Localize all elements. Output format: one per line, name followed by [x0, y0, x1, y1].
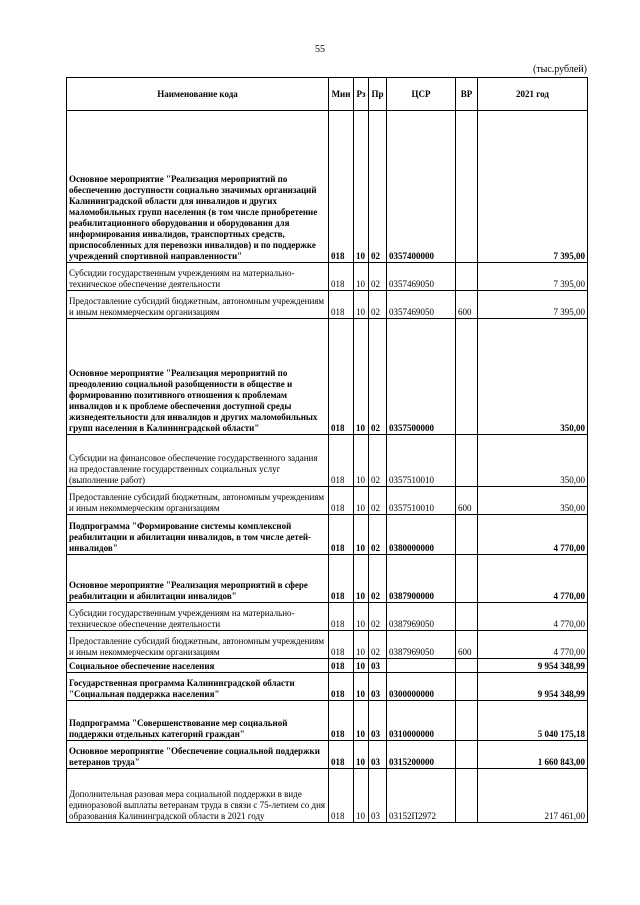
row-csr: 0357510010 — [387, 435, 456, 487]
row-min: 018 — [329, 263, 354, 291]
table-row — [67, 603, 588, 631]
table-row — [67, 555, 588, 603]
row-pr: 02 — [369, 631, 387, 659]
row-csr: 0300000000 — [387, 673, 456, 701]
row-rz: 10 — [354, 291, 369, 319]
row-rz: 10 — [354, 741, 369, 769]
row-name: Предоставление субсидий бюджетным, автономным учреждениям и иным некоммерческим организациям — [67, 631, 329, 659]
row-name: Дополнительная разовая мера социальной поддержки в виде единоразовой выплаты ветеранам труда в связи с 75-летием со дня образования Калининградской области в 2021 году — [67, 769, 329, 823]
row-amount: 350,00 — [478, 487, 588, 515]
row-rz: 10 — [354, 515, 369, 555]
row-rz: 10 — [354, 435, 369, 487]
row-csr: 0357400000 — [387, 111, 456, 263]
row-min: 018 — [329, 741, 354, 769]
row-pr: 03 — [369, 659, 387, 673]
row-pr: 02 — [369, 263, 387, 291]
row-pr: 02 — [369, 487, 387, 515]
row-rz: 10 — [354, 701, 369, 741]
row-min: 018 — [329, 701, 354, 741]
row-name: Подпрограмма "Совершенствование мер социальной поддержки отдельных категорий граждан" — [67, 701, 329, 741]
row-amount: 7 395,00 — [478, 291, 588, 319]
row-min: 018 — [329, 319, 354, 435]
row-vr — [456, 659, 478, 673]
row-min: 018 — [329, 515, 354, 555]
row-vr: 600 — [456, 291, 478, 319]
table-row — [67, 263, 588, 291]
row-rz: 10 — [354, 603, 369, 631]
row-rz: 10 — [354, 319, 369, 435]
row-rz: 10 — [354, 631, 369, 659]
row-pr: 02 — [369, 435, 387, 487]
row-vr: 600 — [456, 487, 478, 515]
row-min: 018 — [329, 659, 354, 673]
row-pr: 03 — [369, 741, 387, 769]
row-min: 018 — [329, 555, 354, 603]
row-name: Государственная программа Калининградской области "Социальная поддержка населения" — [67, 673, 329, 701]
row-csr: 0380000000 — [387, 515, 456, 555]
row-csr: 0357469050 — [387, 263, 456, 291]
header-pr: Пр — [369, 78, 387, 111]
row-csr: 0357469050 — [387, 291, 456, 319]
table-row — [67, 741, 588, 769]
row-name: Предоставление субсидий бюджетным, автономным учреждениям и иным некоммерческим организациям — [67, 291, 329, 319]
row-pr: 02 — [369, 291, 387, 319]
row-vr — [456, 769, 478, 823]
row-amount: 350,00 — [478, 435, 588, 487]
row-csr: 0387969050 — [387, 603, 456, 631]
row-amount: 350,00 — [478, 319, 588, 435]
row-csr: 0387900000 — [387, 555, 456, 603]
header-rz: Рз — [354, 78, 369, 111]
row-rz: 10 — [354, 769, 369, 823]
table-row — [67, 659, 588, 673]
header-amount: 2021 год — [478, 78, 588, 111]
budget-table — [66, 77, 588, 823]
row-pr: 03 — [369, 673, 387, 701]
row-vr — [456, 741, 478, 769]
row-csr: 0357510010 — [387, 487, 456, 515]
page-number: 55 — [315, 44, 325, 55]
row-pr: 02 — [369, 515, 387, 555]
row-min: 018 — [329, 435, 354, 487]
row-min: 018 — [329, 603, 354, 631]
row-pr: 02 — [369, 555, 387, 603]
row-name: Основное мероприятие "Реализация мероприятий по обеспечению доступности социально значимых организаций Калининградской области для инвалидов и других маломобильных групп населения (в том числе приобретение реабилитационного оборудования и оборудования для информирования инвалидов, транспортных средств, приспособленных для перевозки инвалидов) и по поддержке учреждений спортивной направленности" — [67, 111, 329, 263]
row-vr — [456, 319, 478, 435]
table-header-row — [67, 78, 588, 111]
row-name: Предоставление субсидий бюджетным, автономным учреждениям и иным некоммерческим организациям — [67, 487, 329, 515]
row-csr: 03152П2972 — [387, 769, 456, 823]
row-vr — [456, 673, 478, 701]
table-row — [67, 435, 588, 487]
row-pr: 02 — [369, 111, 387, 263]
row-amount: 7 395,00 — [478, 111, 588, 263]
row-vr — [456, 701, 478, 741]
row-pr: 03 — [369, 701, 387, 741]
table-row — [67, 515, 588, 555]
row-name: Субсидии на финансовое обеспечение государственного задания на предоставление государственных социальных услуг (выполнение работ) — [67, 435, 329, 487]
row-amount: 4 770,00 — [478, 603, 588, 631]
row-amount: 4 770,00 — [478, 555, 588, 603]
row-amount: 7 395,00 — [478, 263, 588, 291]
row-name: Подпрограмма "Формирование системы комплексной реабилитации и абилитации инвалидов, в том числе детей-инвалидов" — [67, 515, 329, 555]
row-min: 018 — [329, 631, 354, 659]
row-min: 018 — [329, 291, 354, 319]
row-csr: 0315200000 — [387, 741, 456, 769]
row-amount: 9 954 348,99 — [478, 659, 588, 673]
header-min: Мин — [329, 78, 354, 111]
row-pr: 03 — [369, 769, 387, 823]
table-row — [67, 319, 588, 435]
table-row — [67, 111, 588, 263]
row-rz: 10 — [354, 673, 369, 701]
row-name: Социальное обеспечение населения — [67, 659, 329, 673]
row-name: Основное мероприятие "Реализация мероприятий в сфере реабилитации и абилитации инвалидов" — [67, 555, 329, 603]
row-rz: 10 — [354, 111, 369, 263]
row-min: 018 — [329, 769, 354, 823]
row-name: Субсидии государственным учреждениям на материально-техническое обеспечение деятельности — [67, 603, 329, 631]
row-csr: 0310000000 — [387, 701, 456, 741]
row-min: 018 — [329, 487, 354, 515]
row-amount: 1 660 843,00 — [478, 741, 588, 769]
row-amount: 9 954 348,99 — [478, 673, 588, 701]
row-vr — [456, 263, 478, 291]
row-rz: 10 — [354, 659, 369, 673]
row-rz: 10 — [354, 555, 369, 603]
row-amount: 4 770,00 — [478, 515, 588, 555]
row-vr: 600 — [456, 631, 478, 659]
table-row — [67, 291, 588, 319]
row-name: Основное мероприятие "Реализация мероприятий по преодолению социальной разобщенности в обществе и формированию позитивного отношения к проблемам инвалидов и к проблеме обеспечения доступной среды жизнедеятельности для инвалидов и других маломобильных групп населения в Калининградской области" — [67, 319, 329, 435]
row-amount: 217 461,00 — [478, 769, 588, 823]
header-vr: ВР — [456, 78, 478, 111]
row-amount: 4 770,00 — [478, 631, 588, 659]
row-pr: 02 — [369, 603, 387, 631]
row-vr — [456, 603, 478, 631]
table-row — [67, 769, 588, 823]
row-vr — [456, 555, 478, 603]
row-rz: 10 — [354, 487, 369, 515]
units-label: (тыс.рублей) — [532, 64, 587, 75]
row-name: Основное мероприятие "Обеспечение социальной поддержки ветеранов труда" — [67, 741, 329, 769]
row-vr — [456, 111, 478, 263]
row-csr: 0387969050 — [387, 631, 456, 659]
row-csr — [387, 659, 456, 673]
table-row — [67, 701, 588, 741]
row-vr — [456, 515, 478, 555]
row-pr: 02 — [369, 319, 387, 435]
table-row — [67, 631, 588, 659]
header-name: Наименование кода — [67, 78, 329, 111]
header-csr: ЦСР — [387, 78, 456, 111]
row-min: 018 — [329, 673, 354, 701]
row-min: 018 — [329, 111, 354, 263]
row-rz: 10 — [354, 263, 369, 291]
row-name: Субсидии государственным учреждениям на материально-техническое обеспечение деятельности — [67, 263, 329, 291]
row-vr — [456, 435, 478, 487]
row-amount: 5 040 175,18 — [478, 701, 588, 741]
table-row — [67, 673, 588, 701]
table-row — [67, 487, 588, 515]
row-csr: 0357500000 — [387, 319, 456, 435]
